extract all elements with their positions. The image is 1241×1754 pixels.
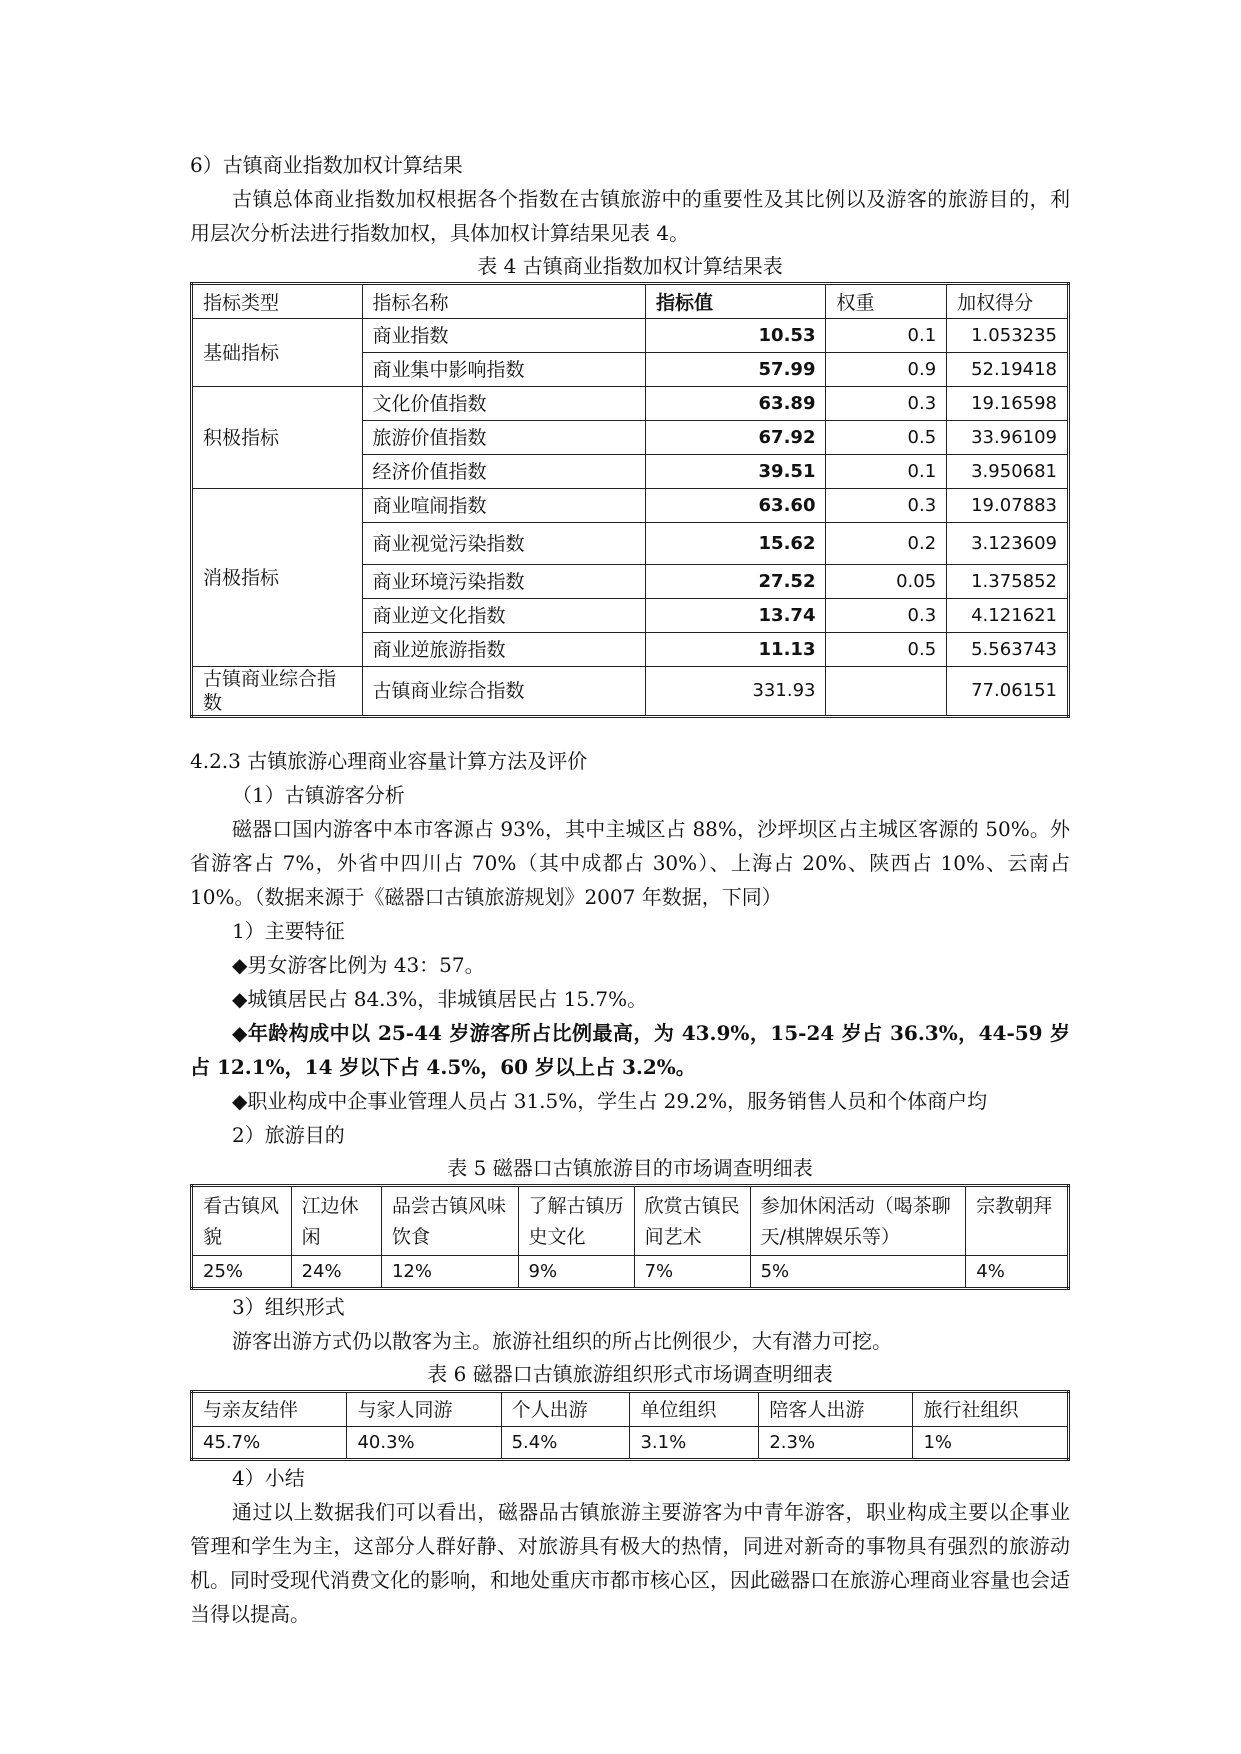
table-row	[192, 319, 1069, 353]
row-weight: 0.1	[826, 455, 947, 489]
row-weight: 0.3	[826, 599, 947, 633]
org-label: 个人出游	[501, 1392, 630, 1427]
row-weight: 0.1	[826, 319, 947, 353]
org-label: 与亲友结伴	[192, 1392, 347, 1427]
subsection-1-title: （1）古镇游客分析	[232, 783, 405, 807]
row-weight: 0.5	[826, 633, 947, 667]
row-name: 商业视觉污染指数	[362, 523, 645, 565]
feature-gender: ◆男女游客比例为 43：57。	[232, 953, 485, 977]
group-basic: 基础指标	[192, 319, 363, 387]
row-score: 5.563743	[947, 633, 1069, 667]
visitor-source-paragraph: 磁器口国内游客中本市客源占 93%，其中主城区占 88%，沙坪坝区占主城区客源的 50%。外省游客占 7%，外省中四川占 70%（其中成都占 30%）、上海占 20%、陕西占 10%、云南占 10%。（数据来源于《磁器口古镇旅游规划》2007 年数据，下同）	[190, 817, 1070, 909]
org-value: 2.3%	[759, 1427, 913, 1460]
row-weight: 0.3	[826, 387, 947, 421]
purpose-value: 5%	[750, 1256, 966, 1289]
purpose-label: 江边休闲	[291, 1186, 381, 1256]
total-value: 331.93	[645, 667, 825, 717]
org-value: 5.4%	[501, 1427, 630, 1460]
feature-age: ◆年龄构成中以 25-44 岁游客所占比例最高，为 43.9%，15-24 岁占 36.3%，44-59 岁占 12.1%，14 岁以下占 4.5%，60 岁以上占 3.2%。	[190, 1021, 1070, 1079]
row-value: 13.74	[645, 599, 825, 633]
row-score: 19.16598	[947, 387, 1069, 421]
row-weight: 0.5	[826, 421, 947, 455]
section-423-heading: 4.2.3 古镇旅游心理商业容量计算方法及评价	[190, 749, 588, 773]
table-6	[190, 1390, 1070, 1461]
row-score: 1.053235	[947, 319, 1069, 353]
table-total-row	[192, 667, 1069, 717]
purpose-label: 品尝古镇风味饮食	[381, 1186, 518, 1256]
header-weight: 权重	[826, 284, 947, 319]
row-weight: 0.9	[826, 353, 947, 387]
row-name: 经济价值指数	[362, 455, 645, 489]
table-5-caption: 表 5 磁器口古镇旅游目的市场调查明细表	[447, 1156, 813, 1180]
header-indicator-name: 指标名称	[362, 284, 645, 319]
feature-residence: ◆城镇居民占 84.3%，非城镇居民占 15.7%。	[232, 987, 648, 1011]
org-value: 1%	[913, 1427, 1069, 1460]
row-value: 63.89	[645, 387, 825, 421]
total-name: 古镇商业综合指数	[362, 667, 645, 717]
purpose-label: 看古镇风貌	[192, 1186, 292, 1256]
table-4-header-row	[192, 284, 1069, 319]
summary-title: 4）小结	[232, 1466, 305, 1490]
row-value: 39.51	[645, 455, 825, 489]
purpose-label: 宗教朝拜	[966, 1186, 1069, 1256]
org-value: 45.7%	[192, 1427, 347, 1460]
total-weight	[826, 667, 947, 717]
total-score: 77.06151	[947, 667, 1069, 717]
purpose-value: 25%	[192, 1256, 292, 1289]
purpose-label: 欣赏古镇民间艺术	[634, 1186, 750, 1256]
row-value: 67.92	[645, 421, 825, 455]
table-4-caption: 表 4 古镇商业指数加权计算结果表	[477, 254, 783, 278]
row-name: 商业指数	[362, 319, 645, 353]
row-name: 文化价值指数	[362, 387, 645, 421]
group-positive: 积极指标	[192, 387, 363, 489]
document-page	[190, 148, 1070, 1631]
org-label: 与家人同游	[347, 1392, 501, 1427]
purpose-value: 24%	[291, 1256, 381, 1289]
feature-occupation: ◆职业构成中企事业管理人员占 31.5%，学生占 29.2%，服务销售人员和个体商户均	[232, 1089, 988, 1113]
features-title: 1）主要特征	[232, 919, 345, 943]
table-5-label-row	[192, 1186, 1069, 1256]
row-score: 1.375852	[947, 565, 1069, 599]
row-score: 19.07883	[947, 489, 1069, 523]
row-weight: 0.05	[826, 565, 947, 599]
purpose-value: 12%	[381, 1256, 518, 1289]
header-indicator-value: 指标值	[645, 284, 825, 319]
row-name: 商业环境污染指数	[362, 565, 645, 599]
org-paragraph: 游客出游方式仍以散客为主。旅游社组织的所占比例很少，大有潜力可挖。	[232, 1329, 892, 1353]
table-6-caption: 表 6 磁器口古镇旅游组织形式市场调查明细表	[427, 1362, 833, 1386]
row-name: 旅游价值指数	[362, 421, 645, 455]
purpose-label: 了解古镇历史文化	[518, 1186, 634, 1256]
section-6-paragraph: 古镇总体商业指数加权根据各个指数在古镇旅游中的重要性及其比例以及游客的旅游目的，利用层次分析法进行指数加权，具体加权计算结果见表 4。	[190, 187, 1070, 245]
row-value: 10.53	[645, 319, 825, 353]
row-score: 3.950681	[947, 455, 1069, 489]
row-score: 3.123609	[947, 523, 1069, 565]
total-type: 古镇商业综合指数	[192, 667, 363, 717]
purpose-title: 2）旅游目的	[232, 1123, 345, 1147]
purpose-value: 4%	[966, 1256, 1069, 1289]
group-negative: 消极指标	[192, 489, 363, 667]
row-value: 57.99	[645, 353, 825, 387]
purpose-value: 7%	[634, 1256, 750, 1289]
row-value: 63.60	[645, 489, 825, 523]
row-value: 11.13	[645, 633, 825, 667]
org-value: 3.1%	[630, 1427, 759, 1460]
table-5-value-row	[192, 1256, 1069, 1289]
table-6-label-row	[192, 1392, 1069, 1427]
row-name: 商业逆文化指数	[362, 599, 645, 633]
table-row	[192, 489, 1069, 523]
summary-paragraph: 通过以上数据我们可以看出，磁器品古镇旅游主要游客为中青年游客，职业构成主要以企事业管理和学生为主，这部分人群好静、对旅游具有极大的热情，同进对新奇的事物具有强烈的旅游动机。同时受现代消费文化的影响，和地处重庆市都市核心区，因此磁器口在旅游心理商业容量也会适当得以提高。	[190, 1500, 1070, 1626]
row-value: 27.52	[645, 565, 825, 599]
org-value: 40.3%	[347, 1427, 501, 1460]
org-title: 3）组织形式	[232, 1295, 345, 1319]
row-weight: 0.3	[826, 489, 947, 523]
row-score: 33.96109	[947, 421, 1069, 455]
section-6-heading: 6）古镇商业指数加权计算结果	[190, 153, 463, 177]
org-label: 旅行社组织	[913, 1392, 1069, 1427]
row-weight: 0.2	[826, 523, 947, 565]
row-score: 4.121621	[947, 599, 1069, 633]
purpose-label: 参加休闲活动（喝茶聊天/棋牌娱乐等）	[750, 1186, 966, 1256]
org-label: 陪客人出游	[759, 1392, 913, 1427]
row-score: 52.19418	[947, 353, 1069, 387]
row-name: 商业喧闹指数	[362, 489, 645, 523]
purpose-value: 9%	[518, 1256, 634, 1289]
header-indicator-type: 指标类型	[192, 284, 363, 319]
org-label: 单位组织	[630, 1392, 759, 1427]
header-weighted-score: 加权得分	[947, 284, 1069, 319]
row-value: 15.62	[645, 523, 825, 565]
table-row	[192, 387, 1069, 421]
row-name: 商业集中影响指数	[362, 353, 645, 387]
table-6-value-row	[192, 1427, 1069, 1460]
row-name: 商业逆旅游指数	[362, 633, 645, 667]
table-4	[190, 282, 1070, 718]
table-5	[190, 1184, 1070, 1290]
